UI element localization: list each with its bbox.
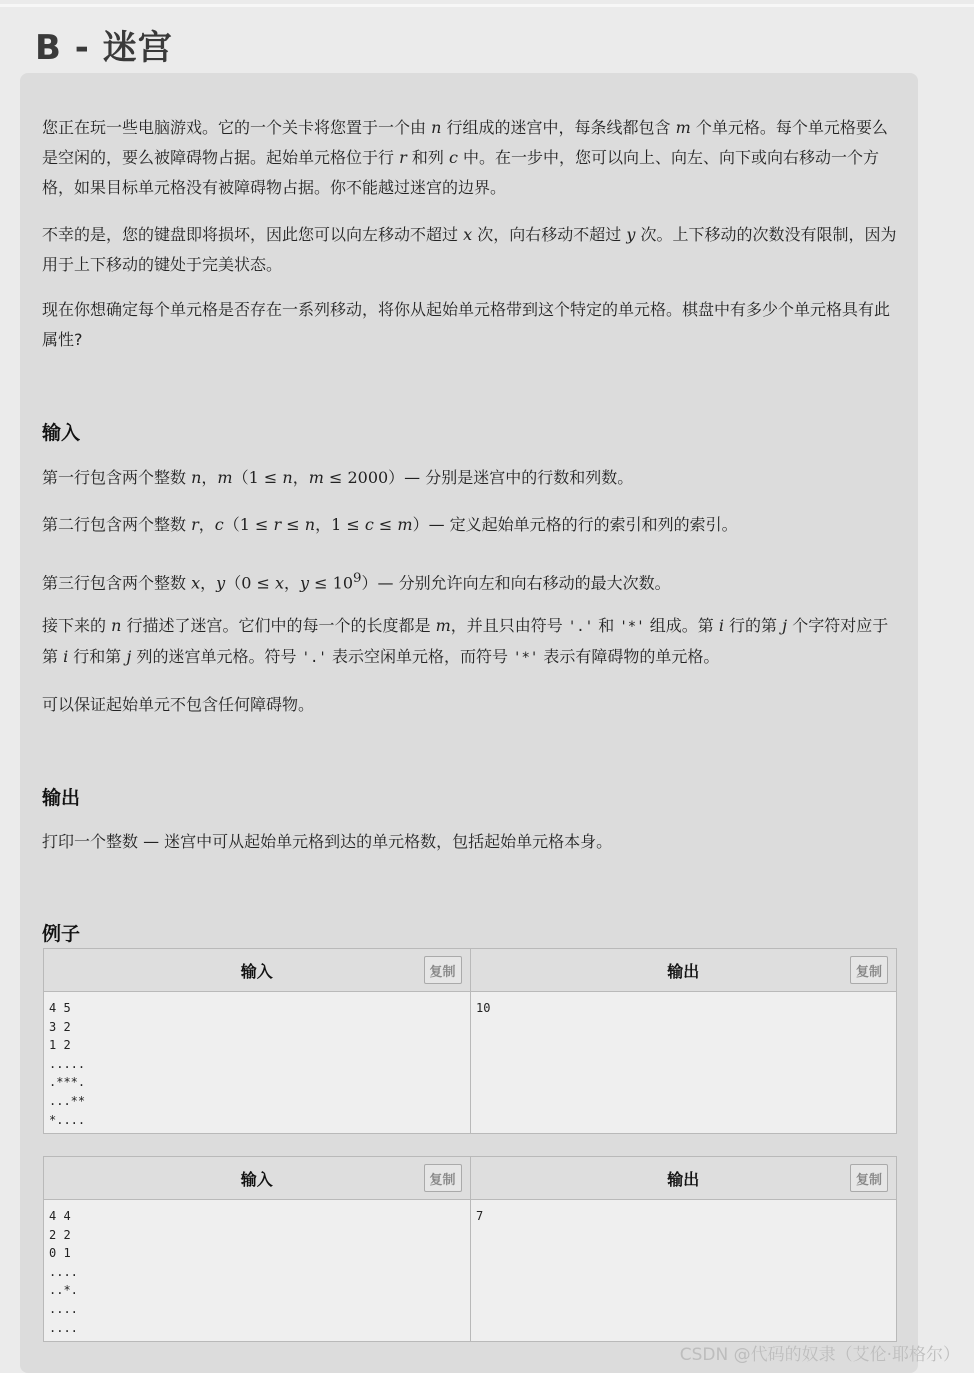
math-var: y bbox=[626, 225, 636, 244]
math-var: r bbox=[273, 515, 282, 534]
math-expr: 0 ≤ bbox=[241, 573, 275, 593]
page-title: B - 迷宫 bbox=[35, 28, 173, 68]
statement-paragraph-1: 您正在玩一些电脑游戏。它的一个关卡将您置于一个由 n 行组成的迷宫中，每条线都包含 m 个单元格。每个单元格要么是空闲的，要么被障碍物占据。起始单元格位于行 r 和列 c 中。在一步中，您可以向上、向左、向下或向右移动一个方格，如果目标单元格没有被障碍物占据。你不能越过迷宫的边界。 bbox=[42, 118, 888, 197]
example-2-output-cell bbox=[470, 1200, 896, 1341]
csdn-watermark: CSDN @代码的奴隶（艾伦·耶格尔） bbox=[679, 1345, 960, 1365]
math-var: i bbox=[718, 616, 724, 635]
math-var: y bbox=[216, 573, 226, 593]
math-var: c bbox=[214, 515, 224, 534]
statement-paragraph-2: 不幸的是，您的键盘即将损坏，因此您可以向左移动不超过 x 次，向右移动不超过 y 次。上下移动的次数没有限制，因为用于上下移动的键处于完美状态。 bbox=[42, 225, 897, 274]
example-2-input-cell bbox=[44, 1200, 470, 1341]
statement-paragraph-3: 现在你想确定每个单元格是否存在一系列移动，将你从起始单元格带到这个特定的单元格。棋盘中有多少个单元格具有此属性? bbox=[42, 300, 891, 349]
input-line-3: 第三行包含两个整数 x，y（0 ≤ x，$y \le 10^9)—$ 分别允许向左和向右移动的最大次数。 bbox=[42, 571, 671, 593]
math-var: m bbox=[217, 468, 233, 487]
math-var: i bbox=[63, 647, 69, 666]
math-var: n bbox=[282, 468, 293, 487]
math-var: n bbox=[304, 515, 316, 534]
math-var: j bbox=[126, 647, 132, 666]
input-line-5: 可以保证起始单元不包含任何障碍物。 bbox=[42, 695, 315, 714]
example-1-header bbox=[44, 949, 896, 992]
code-symbol: '.' bbox=[567, 619, 594, 635]
math-expr: ≤ 2000 bbox=[323, 468, 389, 487]
example-2-output-label: 输出 bbox=[667, 1169, 700, 1189]
example-1-input-header bbox=[44, 949, 470, 991]
input-heading: 输入 bbox=[42, 422, 81, 444]
math-expr: ≤ 10 bbox=[309, 573, 353, 593]
example-2-input-text: 4 4 2 2 0 1 .... ..*. .... .... bbox=[49, 1209, 78, 1335]
code-symbol: '*' bbox=[619, 619, 645, 635]
input-line-2: 第二行包含两个整数 r，c（1 ≤ r ≤ n，1 ≤ c ≤ m）— 定义起始单元格的行的索引和列的索引。 bbox=[42, 515, 738, 534]
input-line-1: 第一行包含两个整数 n，m（1 ≤ n，m ≤ 2000）— 分别是迷宫中的行数和列数。 bbox=[42, 468, 634, 487]
output-line-1: 打印一个整数 — 迷宫中可从起始单元格到达的单元格数，包括起始单元格本身。 bbox=[42, 832, 613, 851]
examples-heading: 例子 bbox=[42, 923, 81, 945]
math-expr: 1 ≤ bbox=[239, 515, 274, 534]
math-var: m bbox=[397, 515, 413, 534]
math-var: x bbox=[274, 573, 284, 593]
math-superscript: 9 bbox=[353, 571, 362, 586]
math-var: n bbox=[111, 616, 122, 635]
example-2-output-copy-button[interactable]: 复制 bbox=[850, 1164, 888, 1192]
example-2-input-label: 输入 bbox=[240, 1169, 273, 1189]
example-1-input-copy-button[interactable]: 复制 bbox=[424, 956, 462, 984]
math-var: c bbox=[364, 515, 374, 534]
math-var: m bbox=[435, 616, 451, 635]
example-1-output-label: 输出 bbox=[667, 961, 700, 981]
math-expr: ≤ bbox=[281, 515, 305, 534]
math-var: n bbox=[191, 468, 202, 487]
example-2-input-copy-button[interactable]: 复制 bbox=[424, 1164, 462, 1192]
math-expr: ≤ bbox=[373, 515, 398, 534]
example-1-output-copy-button[interactable]: 复制 bbox=[850, 956, 888, 984]
math-var: r bbox=[191, 515, 199, 534]
math-expr: 1 ≤ bbox=[248, 468, 283, 487]
code-symbol: '*' bbox=[513, 650, 539, 666]
example-1-input-label: 输入 bbox=[240, 961, 273, 981]
example-2-body bbox=[44, 1200, 896, 1341]
math-expr: 1 ≤ bbox=[331, 515, 365, 534]
top-divider bbox=[0, 4, 974, 7]
example-2-output-text: 7 bbox=[476, 1209, 484, 1223]
math-var: r bbox=[399, 148, 407, 167]
example-2-output-header bbox=[470, 1157, 897, 1199]
example-2 bbox=[43, 1156, 897, 1342]
code-symbol: '.' bbox=[301, 650, 327, 666]
math-var: c bbox=[448, 148, 458, 167]
example-1 bbox=[43, 948, 897, 1134]
math-var: x bbox=[191, 573, 201, 593]
example-1-body bbox=[44, 992, 896, 1133]
example-2-input-header bbox=[44, 1157, 470, 1199]
math-var: m bbox=[308, 468, 324, 487]
example-1-output-cell bbox=[470, 992, 896, 1133]
example-1-input-cell bbox=[44, 992, 470, 1133]
output-heading: 输出 bbox=[42, 787, 81, 809]
math-var: n bbox=[431, 118, 442, 137]
example-1-output-header bbox=[470, 949, 897, 991]
example-2-header bbox=[44, 1157, 896, 1200]
math-var: y bbox=[300, 573, 310, 593]
math-var: m bbox=[675, 118, 691, 137]
input-line-4: 接下来的 n 行描述了迷宫。它们中的每一个的长度都是 m，并且只由符号 '.' 和 '*' 组成。第 i 行的第 j 个字符对应于第 i 行和第 j 列的迷宫单元格。符号 '.' 表示空闲单元格，而符号 '*' 表示有障碍物的单元格。 bbox=[42, 616, 889, 666]
math-var: x bbox=[463, 225, 473, 244]
example-1-output-text: 10 bbox=[476, 1001, 491, 1015]
math-var: j bbox=[782, 616, 788, 635]
example-1-input-text: 4 5 3 2 1 2 ..... .***. ...** *.... bbox=[49, 1001, 86, 1127]
